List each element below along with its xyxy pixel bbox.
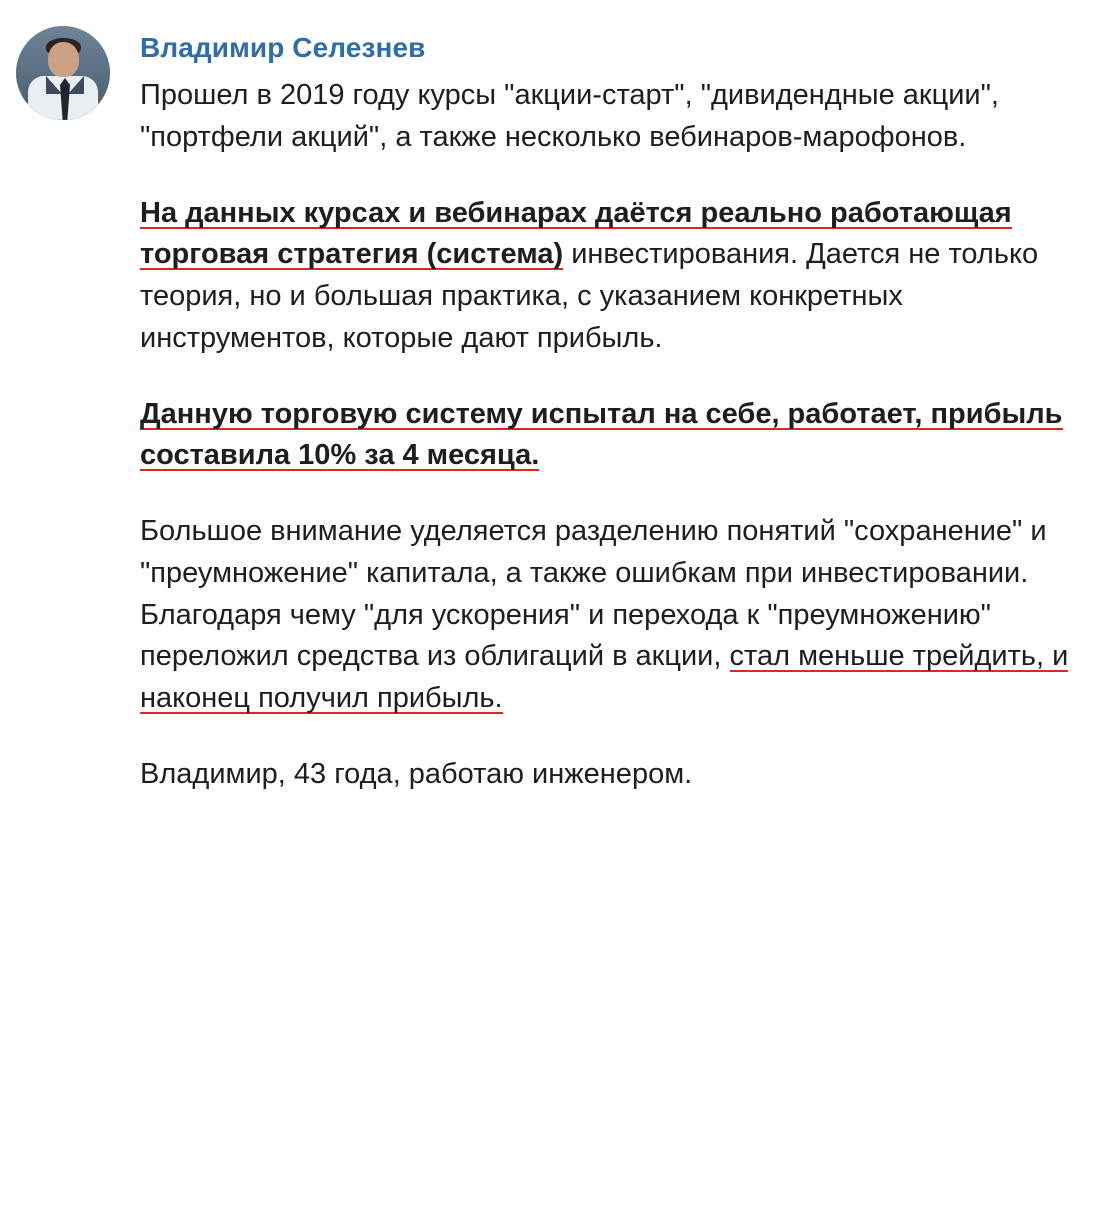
text-run: Владимир, 43 года, работаю инженером. — [140, 757, 693, 790]
avatar-collar-right — [68, 76, 84, 94]
post-content — [140, 26, 1076, 796]
paragraph — [140, 193, 1076, 360]
author-name[interactable]: Владимир Селезнев — [140, 32, 426, 63]
paragraph — [140, 754, 1076, 796]
text-run: Прошел в 2019 году курсы "акции-старт", "дивидендные акции", "портфели акций", а также несколько вебинаров-марофонов. — [140, 79, 999, 153]
text-run: инвестирования. Дается не только теория, но и большая практика, с указанием конкретных инструментов, которые дают прибыль. — [140, 238, 1039, 354]
highlighted-text: Данную торговую систему испытал на себе, работает, прибыль составила 10% за 4 месяца. — [140, 397, 1063, 472]
avatar-collar-left — [46, 76, 62, 94]
paragraph — [140, 394, 1076, 478]
paragraph — [140, 75, 1076, 159]
avatar-face — [48, 42, 79, 77]
avatar — [16, 26, 110, 120]
paragraph — [140, 511, 1076, 720]
highlighted-text: стал меньше трейдить, и наконец получил прибыль. — [140, 640, 1069, 714]
highlighted-text: На данных курсах и вебинарах даётся реально работающая торговая стратегия (система) — [140, 196, 1012, 271]
text-run: Большое внимание уделяется разделению понятий "сохранение" и "преумножение" капитала, а также ошибкам при инвестировании. Благодаря чему "для ускорения" и перехода к "преумножению" переложил средства из облигаций в акции, — [140, 515, 1047, 673]
post-body — [140, 75, 1076, 796]
